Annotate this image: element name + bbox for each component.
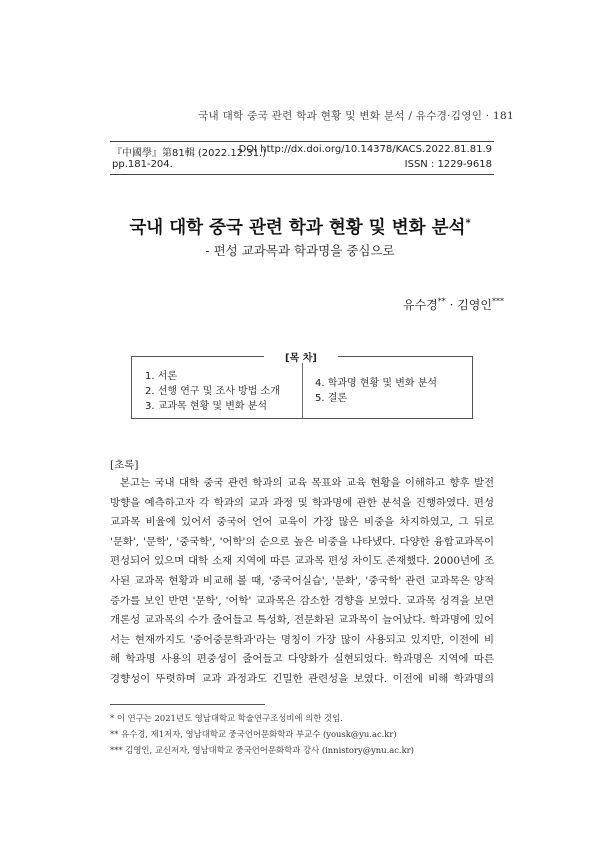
abstract-line: '문화', '문학', '중국학', '어학'의 순으로 높은 비중을 나타냈다. 다양한 융합교과목이 (110, 535, 494, 548)
abstract-line: 서는 현재까지도 '중어중문학과'라는 명칭이 가장 많이 사용되고 있지만, 이전에 비 (110, 633, 494, 646)
author-separator: · (445, 298, 458, 312)
abstract-label: [초록] (110, 459, 139, 471)
footnote-funding: * 이 연구는 2021년도 영남대학교 학술연구조성비에 의한 것임. (110, 713, 343, 723)
abstract-line: 경향성이 뚜렷하며 교과 과정과도 긴밀한 관련성을 보였다. 이전에 비해 학과명의 (110, 672, 494, 685)
abstract-line: 사된 교과목 현황과 비교해 볼 때, '중국어실습', '문화', '중국학' 관련 교과목은 양적 (110, 574, 494, 587)
author-2: 김영인 (457, 298, 492, 312)
toc-left-column (145, 369, 280, 414)
abstract-line: 편성되어 있으며 대학 소재 지역에 따른 교과목 편성 차이도 존재했다. 2000년에 조 (110, 555, 494, 568)
toc-item[interactable]: 1. 서론 (145, 371, 178, 382)
abstract-line: 증가를 보인 반면 '문학', '어학' 교과목은 감소한 경향을 보였다. 교과목 성격을 보면 (110, 594, 494, 607)
toc-right-column (315, 376, 437, 406)
paper-title-text: 국내 대학 중국 관련 학과 현황 및 변화 분석 (129, 218, 466, 238)
footnote-first-author: ** 유수경, 제1저자, 영남대학교 중국언어문화학과 부교수 (yousk@yu.ac.kr) (110, 729, 397, 739)
journal-info: 『中國學』第81輯 (2022.12.31.) (112, 148, 267, 159)
toc-divider (302, 357, 303, 418)
toc-item[interactable]: 3. 교과목 현황 및 변화 분석 (145, 401, 268, 412)
abstract-line: 해 학과명 사용의 편중성이 줄어들고 다양화가 실현되었다. 학과명은 지역에 따른 (110, 653, 494, 666)
abstract-line: 개론성 교과목의 수가 줄어들고 특성화, 전문화된 교과목이 늘어났다. 학과명에 있어 (110, 614, 494, 627)
page-range: pp.181-204. (112, 159, 173, 170)
author-1: 유수경 (402, 298, 438, 312)
doi-link[interactable]: DOI http://dx.doi.org/10.14378/KACS.2022.81.81.9 (238, 144, 492, 155)
abstract-body (110, 474, 494, 690)
toc-item[interactable]: 5. 결론 (315, 393, 348, 404)
author-2-footnote-mark[interactable]: *** (492, 297, 504, 306)
running-header: 국내 대학 중국 관련 학과 현황 및 변화 분석 / 유수경·김영인 · 181 (198, 110, 514, 122)
abstract-line: 방향을 예측하고자 각 학과의 교과 과정 및 학과명에 관한 분석을 진행하였다. 편성 (110, 496, 494, 509)
toc-item[interactable]: 4. 학과명 현황 및 변화 분석 (315, 378, 438, 389)
toc-label: [목 차] (264, 349, 338, 363)
abstract-line: 본고는 국내 대학 중국 관련 학과의 교육 목표와 교육 현황을 이해하고 향후 발전 (120, 477, 494, 489)
title-footnote-mark[interactable]: * (465, 218, 471, 230)
author-line (403, 296, 504, 313)
citation-box (110, 141, 494, 175)
footnote-divider (110, 704, 265, 705)
table-of-contents (131, 356, 473, 419)
toc-item[interactable]: 2. 선행 연구 및 조사 방법 소개 (145, 386, 280, 397)
paper-subtitle: - 편성 교과목과 학과명을 중심으로 (205, 243, 395, 258)
author-1-footnote-mark[interactable]: ** (437, 297, 446, 306)
footnotes (110, 710, 494, 758)
abstract-line: 교과목 비율에 있어서 중국어 언어 교육이 가장 많은 비중을 차지하였고, 그 뒤로 (110, 516, 494, 529)
issn: ISSN : 1229-9618 (404, 159, 492, 170)
paper-title (0, 214, 600, 239)
footnote-corresponding-author: *** 김영인, 교신저자, 영남대학교 중국언어문화학과 강사 (innistory@ynu.ac.kr) (110, 745, 414, 755)
